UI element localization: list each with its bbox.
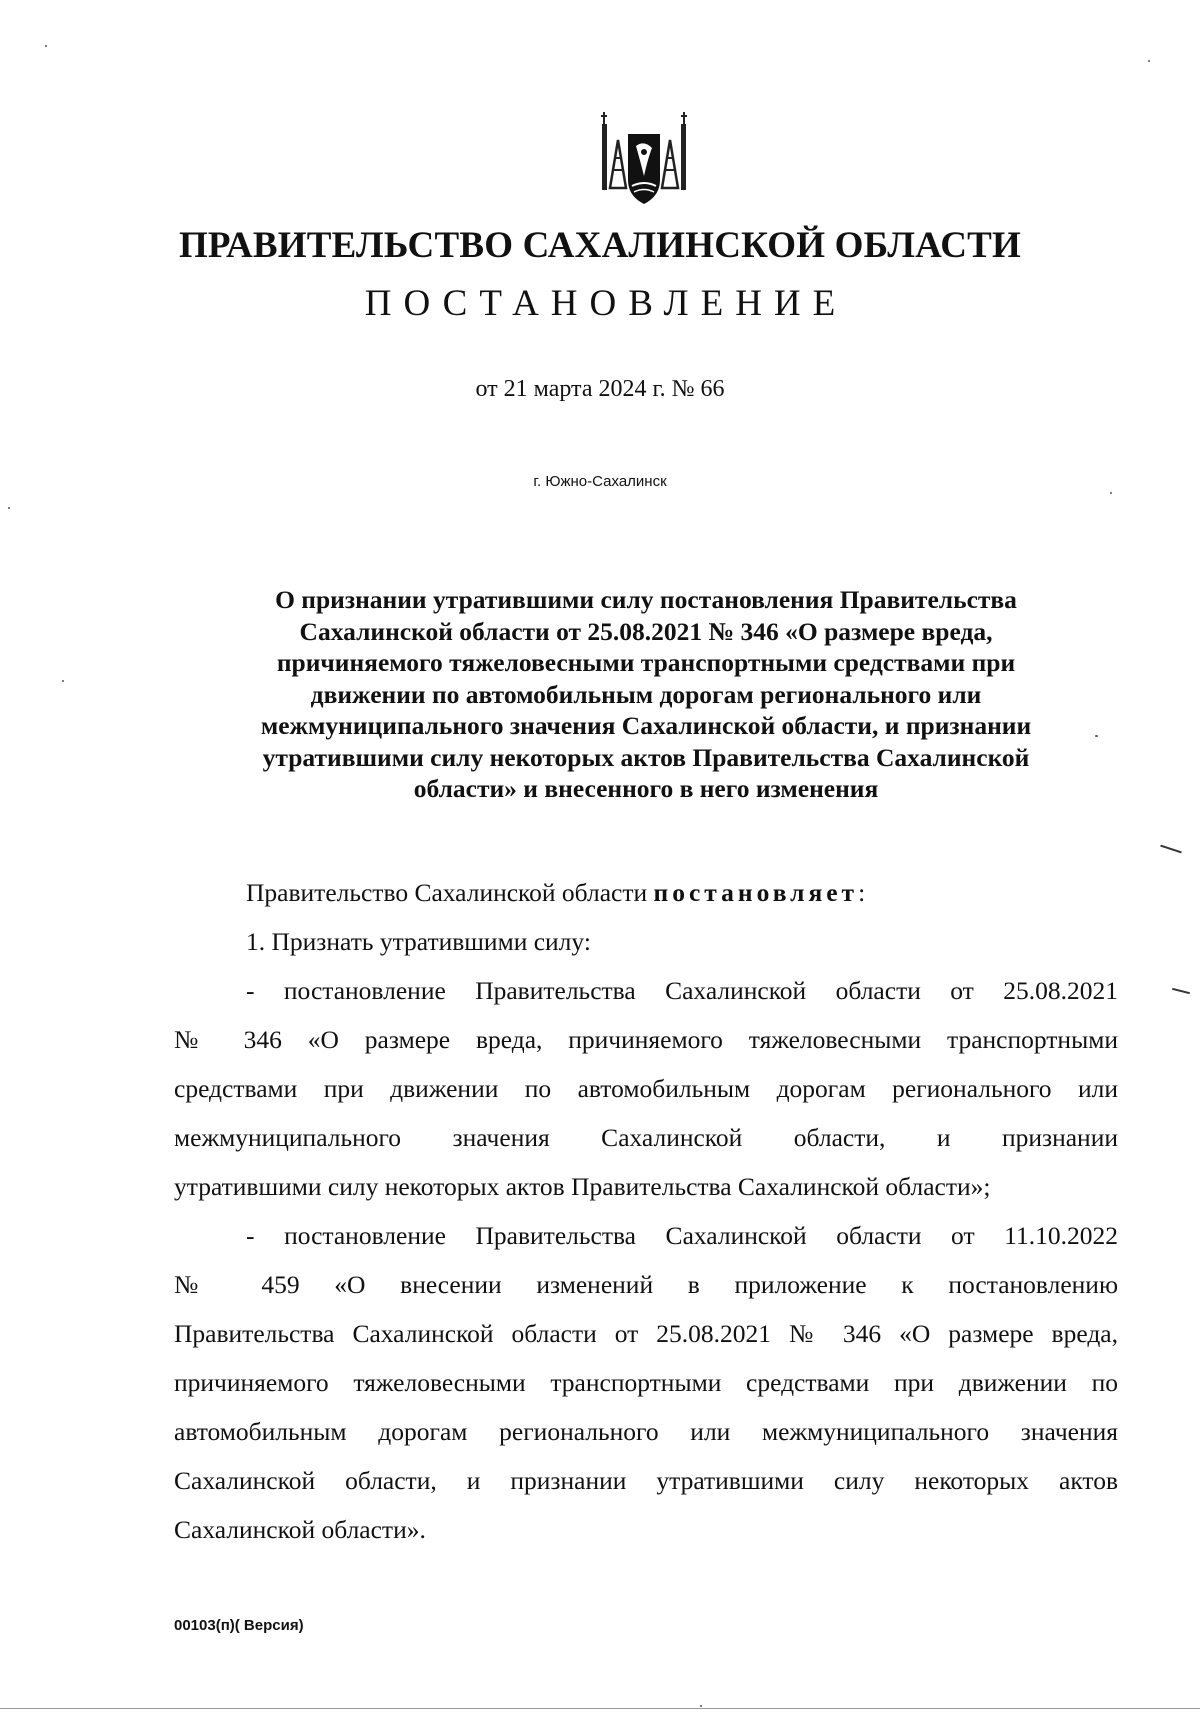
scan-speck [45,45,47,47]
heading-line: межмуниципального значения Сахалинской области, и признании [260,711,1032,740]
heading-line: причиняемого тяжеловесными транспортными средствами при [276,648,1016,677]
scan-speck [62,680,64,682]
heading-line: О признании утратившими силу постановления Правительства [275,585,1017,614]
scan-mark [1172,988,1190,994]
scan-speck [1148,60,1150,62]
form-version-code: 00103(п)( Версия) [174,1617,304,1634]
resolution-intro [174,868,1118,966]
paragraph-line: межмуниципального значения Сахалинской области, и признании [174,1123,1118,1152]
scan-edge-line [0,1708,1200,1709]
paragraph-line: № 346 «О размере вреда, причиняемого тяжеловесными транспортными [174,1025,1118,1054]
paragraph-line: утратившими силу некоторых актов Правительства Сахалинской области»; [174,1172,991,1201]
scan-speck [700,1705,702,1707]
government-title: ПРАВИТЕЛЬСТВО САХАЛИНСКОЙ ОБЛАСТИ [178,225,1022,266]
paragraph-line: автомобильным дорогам регионального или межмуниципального значения [174,1417,1118,1446]
paragraph-line: Сахалинской области». [174,1515,426,1544]
document-city: г. Южно-Сахалинск [533,473,667,490]
paragraph-line: Сахалинской области, и признании утратившими силу некоторых актов [174,1466,1118,1495]
scan-speck [8,507,10,509]
paragraph-line: средствами при движении по автомобильным дорогам регионального или [174,1074,1118,1103]
heading-line: Сахалинской области от 25.08.2021 № 346 «О размере вреда, [299,616,993,646]
paragraph-line: № 459 «О внесении изменений в приложение к постановлению [174,1270,1118,1299]
sakhalin-coat-of-arms-icon [598,110,690,210]
heading-line: движении по автомобильным дорогам регионального или [310,679,982,709]
scan-mark [1160,845,1182,854]
intro-line [174,868,1118,917]
intro-suffix: : [858,878,866,907]
item-1: 1. Признать утратившими силу: [246,927,591,956]
paragraph-line: - постановление Правительства Сахалинской области от 25.08.2021 [246,976,1118,1005]
document-date-number: от 21 марта 2024 г. № 66 [475,376,725,402]
intro-keyword: постановляет [653,878,859,907]
heading-line: области» и внесенного в него изменения [413,774,879,803]
scan-speck [1110,492,1112,494]
document-heading [206,584,1086,805]
paragraph-line: Правительства Сахалинской области от 25.08.2021 № 346 «О размере вреда, [174,1319,1118,1348]
paragraph-line: - постановление Правительства Сахалинской области от 11.10.2022 [246,1221,1118,1250]
document-type: ПОСТАНОВЛЕНИЕ [364,283,848,324]
intro-prefix: Правительство Сахалинской области [246,878,654,907]
heading-line: утратившими силу некоторых актов Правительства Сахалинской [262,742,1030,772]
paragraph-line: причиняемого тяжеловесными транспортными средствами при движении по [174,1368,1118,1397]
paragraph-1 [174,966,1118,1211]
paragraph-2 [174,1211,1118,1554]
scan-speck [1095,735,1098,737]
